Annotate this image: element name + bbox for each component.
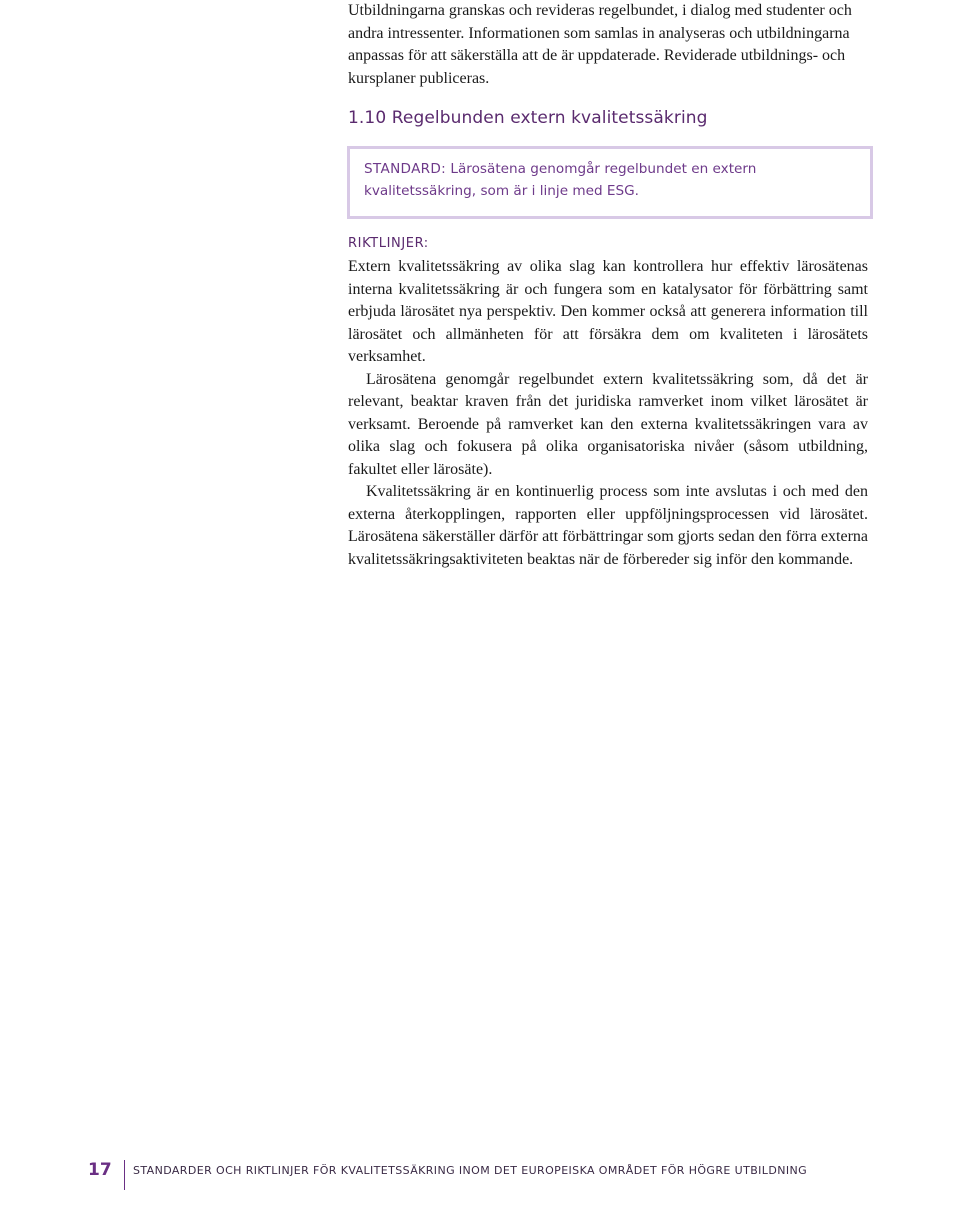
standard-text: Lärosätena genomgår regelbundet en extern kvalitetssäkring, som är i linje med ESG. [364,161,757,199]
guideline-paragraph-3: Kvalitetssäkring är en kontinuerlig process som inte avslutas i och med den externa återkopplingen, rapporten eller uppföljningsprocessen vid lärosätet. Lärosätena säkerställer därför att förbättringar som gjorts sedan den förra externa kvalitetssäkringsaktiviteten beaktas när de förbereder sig inför den kommande. [348,483,868,568]
intro-paragraph: Utbildningarna granskas och revideras regelbundet, i dialog med studenter och andra intressenter. Informationen som samlas in analyseras och utbildningarna anpassas för att säkerställa att de är uppdaterade. Reviderade utbildnings- och kursplaner publiceras. [348,2,852,87]
intro-text [348,0,868,90]
page-number: 17 [88,1160,112,1180]
page-footer [0,1150,960,1194]
standard-label: STANDARD: [364,161,447,177]
footer-title: STANDARDER OCH RIKTLINJER FÖR KVALITETSSÄKRING INOM DET EUROPEISKA OMRÅDET FÖR HÖGRE UTBILDNING [133,1164,808,1177]
guideline-paragraph-1: Extern kvalitetssäkring av olika slag kan kontrollera hur effektiv lärosätenas interna kvalitetssäkring är och fungera som en katalysator för förbättring samt erbjuda lärosätet nya perspektiv. Den kommer också att generera information till lärosätet och allmänheten för att försäkra dem om kvaliteten i lärosätets verksamhet. [348,258,868,365]
guideline-paragraph-2: Lärosätena genomgår regelbundet extern kvalitetssäkring som, då det är relevant, beaktar kraven från det juridiska ramverket inom vilket lärosätet är verksamt. Beroende på ramverket kan den externa kvalitetssäkringen vara av olika slag och fokusera på olika organisatoriska nivåer (såsom utbildning, fakultet eller lärosäte). [348,370,868,478]
standard-box [347,146,873,219]
footer-divider [124,1160,125,1190]
section-heading: 1.10 Regelbunden extern kvalitetssäkring [348,108,708,128]
guidelines-body [348,256,868,571]
riktlinjer-label: RIKTLINJER: [348,236,429,251]
